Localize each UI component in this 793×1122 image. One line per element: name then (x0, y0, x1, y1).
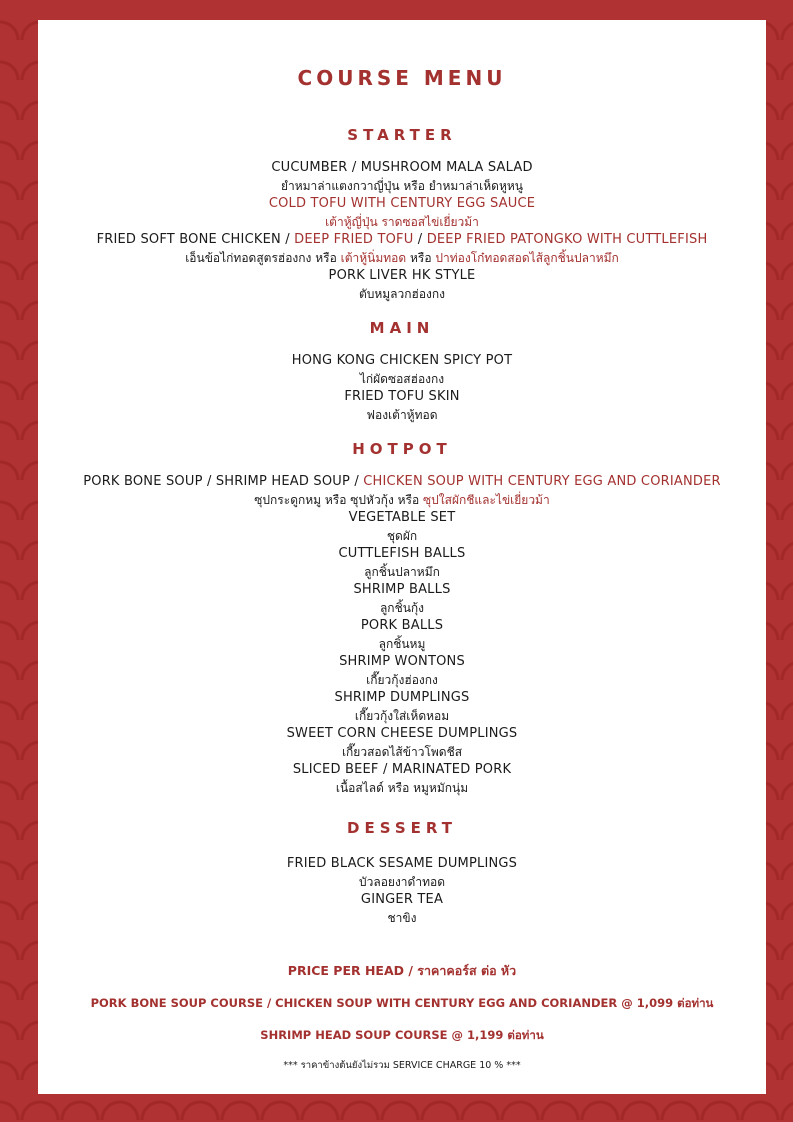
hotpot-item-shrimp-balls-thai: ลูกชิ้นกุ้ง (379, 601, 425, 615)
hotpot-item-shrimp-wontons: SHRIMP WONTONS (339, 654, 465, 669)
starter-item-fried-options-thai (38, 249, 766, 267)
main-item-tofu-skin: FRIED TOFU SKIN (344, 389, 460, 404)
menu-sheet (38, 20, 766, 1094)
hotpot-item-beef-pork-thai: เนื้อสไลด์ หรือ หมูหมักนุ่ม (335, 781, 469, 795)
separator-thai: หรือ (406, 251, 436, 265)
chicken-century-egg-soup: CHICKEN SOUP WITH CENTURY EGG AND CORIANDER (363, 474, 721, 489)
starter-item-cold-tofu: COLD TOFU WITH CENTURY EGG SAUCE (268, 196, 536, 211)
pork-and-shrimp-soup: PORK BONE SOUP / SHRIMP HEAD SOUP / (83, 474, 364, 489)
hotpot-item-shrimp-balls: SHRIMP BALLS (353, 582, 451, 597)
starter-item-salad: CUCUMBER / MUSHROOM MALA SALAD (271, 160, 533, 175)
hotpot-item-beef-pork: SLICED BEEF / MARINATED PORK (292, 762, 512, 777)
main-heading: MAIN (369, 319, 435, 337)
hotpot-item-corn-cheese-dumplings-thai: เกี๊ยวสอดไส้ข้าวโพดชีส (341, 745, 463, 759)
deep-fried-tofu: DEEP FRIED TOFU (294, 232, 414, 247)
hotpot-heading: HOTPOT (352, 440, 452, 458)
hotpot-item-pork-balls-thai: ลูกชิ้นหมู (378, 637, 426, 651)
service-charge-note: *** ราคาข้างต้นยังไม่รวม SERVICE CHARGE 10 % *** (283, 1060, 521, 1071)
chicken-century-egg-soup-thai: ซุปใสผักชีและไข่เยี่ยวม้า (423, 493, 550, 507)
hotpot-soup-options-thai (38, 491, 766, 509)
menu-title: COURSE MENU (297, 66, 507, 90)
starter-heading: STARTER (347, 126, 457, 144)
main-item-tofu-skin-thai: ฟองเต้าหู้ทอด (366, 408, 438, 422)
hotpot-soup-options (38, 473, 766, 491)
dessert-item-sesame-dumplings: FRIED BLACK SESAME DUMPLINGS (286, 856, 518, 871)
fried-soft-bone-chicken-thai: เอ็นข้อไก่ทอดสูตรฮ่องกง หรือ (185, 251, 341, 265)
main-item-chicken-pot-thai: ไก่ผัดซอสฮ่องกง (359, 372, 445, 386)
starter-item-pork-liver-thai: ตับหมูลวกฮ่องกง (358, 287, 446, 301)
hotpot-item-corn-cheese-dumplings: SWEET CORN CHEESE DUMPLINGS (286, 726, 518, 741)
hotpot-item-shrimp-wontons-thai: เกี๊ยวกุ้งฮ่องกง (366, 673, 438, 687)
price-heading: PRICE PER HEAD / ราคาคอร์ส ต่อ หัว (287, 963, 517, 978)
hotpot-item-shrimp-dumplings: SHRIMP DUMPLINGS (334, 690, 470, 705)
starter-item-fried-options (38, 231, 766, 249)
price-course-2: SHRIMP HEAD SOUP COURSE @ 1,199 ต่อท่าน (260, 1028, 544, 1042)
dessert-item-ginger-tea-thai: ชาขิง (387, 911, 417, 925)
hotpot-item-cuttlefish-balls-thai: ลูกชิ้นปลาหมึก (364, 565, 440, 579)
hotpot-item-vegetable-set: VEGETABLE SET (348, 510, 456, 525)
hotpot-item-shrimp-dumplings-thai: เกี๊ยวกุ้งใส่เห็ดหอม (354, 709, 450, 723)
dessert-item-sesame-dumplings-thai: บัวลอยงาดำทอด (359, 875, 445, 889)
hotpot-item-cuttlefish-balls: CUTTLEFISH BALLS (338, 546, 466, 561)
price-course-1: PORK BONE SOUP COURSE / CHICKEN SOUP WITH CENTURY EGG AND CORIANDER @ 1,099 ต่อท่าน (90, 996, 714, 1010)
main-item-chicken-pot: HONG KONG CHICKEN SPICY POT (291, 353, 513, 368)
hotpot-item-vegetable-set-thai: ชุดผัก (386, 529, 418, 543)
fried-soft-bone-chicken: FRIED SOFT BONE CHICKEN / (96, 232, 295, 247)
pork-and-shrimp-soup-thai: ซุปกระดูกหมู หรือ ซุปหัวกุ้ง หรือ (254, 493, 423, 507)
starter-item-cold-tofu-thai: เต้าหู้ญี่ปุ่น ราดซอสไข่เยี่ยวม้า (325, 215, 479, 229)
starter-item-pork-liver: PORK LIVER HK STYLE (328, 268, 476, 283)
hotpot-item-pork-balls: PORK BALLS (360, 618, 444, 633)
dessert-item-ginger-tea: GINGER TEA (360, 892, 444, 907)
starter-item-salad-thai: ยำหมาล่าแตงกวาญี่ปุ่น หรือ ยำหมาล่าเห็ดหูหนู (280, 179, 524, 193)
deep-fried-patongko-thai: ปาท่องโก๋ทอดสอดไส้ลูกชิ้นปลาหมึก (435, 251, 619, 265)
deep-fried-tofu-thai: เต้าหู้นิ่มทอด (340, 251, 407, 265)
separator: / (413, 232, 427, 247)
deep-fried-patongko: DEEP FRIED PATONGKO WITH CUTTLEFISH (426, 232, 708, 247)
dessert-heading: DESSERT (347, 819, 457, 837)
